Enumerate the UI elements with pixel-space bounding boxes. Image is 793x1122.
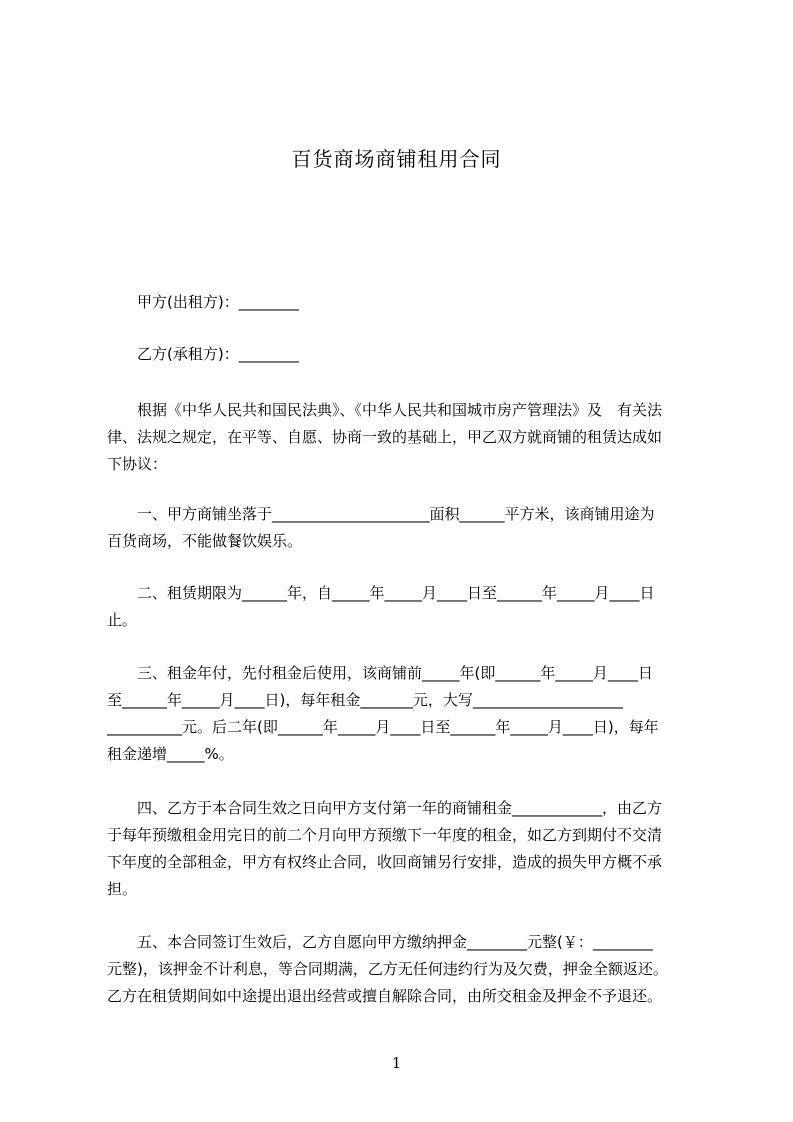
page-number: 1 <box>391 1054 402 1072</box>
clause-1-line: 一、甲方商铺坐落于_____________________面积______平方米，该商铺用途为 <box>137 505 655 523</box>
clause-5-line: 五、本合同签订生效后，乙方自愿向甲方缴纳押金________元整(￥：________ <box>137 933 653 951</box>
clause-3-line: 至______年_____月____日)，每年租金_______元，大写____________________ <box>107 691 623 709</box>
preamble-line: 根据《中华人民共和国民法典》、《中华人民共和国城市房产管理法》及 有关法 <box>137 401 663 419</box>
clause-3-paragraph <box>107 660 699 768</box>
clause-4-line: 四、乙方于本合同生效之日向甲方支付第一年的商铺租金____________，由乙方 <box>137 799 663 817</box>
clause-2-paragraph <box>107 580 699 634</box>
clause-3-line: __________元。后二年(即______年_____月____日至______年_____月____日)，每年 <box>107 718 659 736</box>
party-b-line <box>107 341 699 368</box>
party-a-text: 甲方(出租方)：________ <box>137 293 299 311</box>
clause-1-paragraph <box>107 501 699 555</box>
clause-2-line: 止。 <box>107 611 138 629</box>
clause-2-line: 二、租赁期限为______年，自_____年_____月____日至______年_____月____日 <box>137 584 655 602</box>
preamble-line: 律、法规之规定，在平等、自愿、协商一致的基础上，甲乙双方就商铺的租赁达成如 <box>107 428 663 446</box>
clause-4-paragraph <box>107 795 699 903</box>
clause-5-line: 乙方在租赁期间如中途提出退出经营或擅自解除合同，由所交租金及押金不予退还。 <box>107 987 663 1005</box>
clause-5-paragraph <box>107 929 699 1010</box>
clause-4-line: 下年度的全部租金，甲方有权终止合同，收回商铺另行安排，造成的损失甲方概不承 <box>107 853 663 871</box>
preamble-paragraph <box>107 397 699 478</box>
contract-title: 百货商场商铺租用合同 <box>291 147 502 171</box>
clause-1-line: 百货商场，不能做餐饮娱乐。 <box>107 532 303 550</box>
party-a-line <box>107 289 699 316</box>
clause-4-line: 于每年预缴租金用完日的前二个月向甲方预缴下一年度的租金，如乙方到期付不交清 <box>107 826 663 844</box>
clause-5-line: 元整)，该押金不计利息，等合同期满，乙方无任何违约行为及欠费，押金全额返还。 <box>107 960 668 978</box>
clause-4-line: 担。 <box>107 880 138 898</box>
clause-3-line: 租金递增_____%。 <box>107 745 234 763</box>
clause-3-line: 三、租金年付，先付租金后使用，该商铺前_____年(即______年_____月____日 <box>137 664 653 682</box>
preamble-line: 下协议： <box>107 455 168 473</box>
party-b-text: 乙方(承租方)：________ <box>137 345 299 363</box>
